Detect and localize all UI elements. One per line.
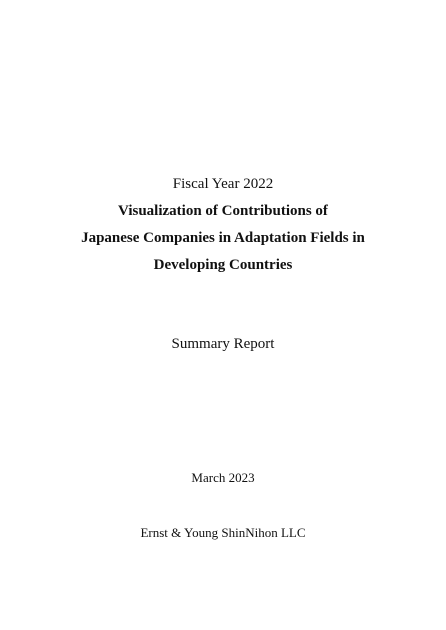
- report-type: Summary Report: [171, 336, 275, 352]
- publication-date: March 2023: [191, 470, 255, 485]
- title-line-2: Japanese Companies in Adaptation Fields in: [81, 230, 365, 246]
- title-line-3: Developing Countries: [153, 257, 293, 273]
- organization-name: Ernst & Young ShinNihon LLC: [140, 525, 306, 540]
- fiscal-year: Fiscal Year 2022: [172, 176, 274, 192]
- title-line-1: Visualization of Contributions of: [118, 203, 328, 219]
